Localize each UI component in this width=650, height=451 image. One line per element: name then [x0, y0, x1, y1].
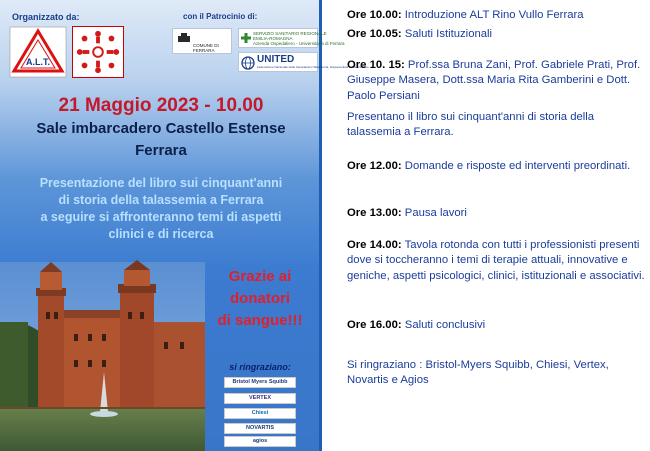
agenda-text: Saluti Istituzionali	[404, 28, 493, 40]
sponsor-vertex-logo: VERTEX	[224, 393, 296, 404]
patron-ssr-line3: Azienda Ospedaliero - Universitaria di Ferrara	[253, 41, 345, 46]
agenda-item-1	[347, 8, 647, 23]
patronage-label: con il Patrocinio di:	[183, 12, 258, 21]
donor-thanks-line-2: donatori	[230, 290, 290, 307]
donor-thanks-line-3: di sangue!!!	[217, 312, 303, 329]
event-venue: Sale imbarcadero Castello Estense	[36, 120, 286, 137]
donor-thanks-line-1: Grazie ai	[228, 268, 292, 285]
alt-logo-text: A.L.T.	[26, 57, 50, 67]
sponsor-agios-logo: agios	[224, 436, 296, 447]
agenda-time: Ore 12.00:	[347, 160, 402, 172]
alt-logo	[10, 27, 66, 77]
patron-united-logo	[238, 52, 369, 72]
patron-ssr-logo	[238, 28, 345, 48]
sponsors-label: si ringraziano:	[229, 362, 291, 372]
patron-united-text: UNITED	[257, 54, 295, 65]
agenda-text: Prof.ssa Bruna Zani, Prof. Gabriele Prati, Prof. Giuseppe Masera, Dott.ssa Maria Rita Gamberini e Dott. Paolo Persiani	[347, 59, 641, 102]
sponsor-bms-logo: Bristol Myers Squibb	[224, 377, 296, 388]
agenda-item-3	[347, 58, 647, 104]
agenda-time: Ore 10.00:	[347, 9, 402, 21]
agenda-item-6	[347, 238, 647, 284]
city-crest-icon	[177, 31, 191, 43]
patron-comune-logo	[172, 28, 232, 54]
patron-ssr-line2: EMILIA-ROMAGNA	[253, 36, 293, 41]
health-cross-icon	[241, 33, 251, 43]
castle-photo	[0, 262, 205, 451]
sponsor-chiesi-logo: Chiesi	[224, 408, 296, 419]
agenda-time: Ore 16.00:	[347, 319, 402, 331]
presentation-line-2: di storia della talassemia a Ferrara	[58, 193, 264, 207]
agenda-text: Pausa lavori	[404, 207, 467, 219]
agenda-text: Tavola rotonda con tutti i professionisti presenti dove si toccheranno i temi di terapie attuali, innovative e geniche, aspetti psicologici, clinici, istituzionali e associativi.	[347, 239, 645, 282]
agenda-text: Saluti conclusivi	[404, 319, 486, 331]
agenda-item-2	[347, 27, 647, 42]
globe-icon	[241, 56, 255, 70]
event-city: Ferrara	[135, 142, 187, 159]
patron-united-subtext: Federazione Nazionale delle Associazioni Talassemia, Drepanocitosi e Anemie Rare	[257, 65, 369, 69]
agenda-time: Ore 14.00:	[347, 239, 402, 251]
patron-comune-text: COMUNE DI FERRARA	[193, 43, 219, 53]
sponsor-novartis-logo: NOVARTIS	[224, 423, 296, 434]
presentation-line-3: a seguire si affronteranno temi di aspetti	[40, 210, 282, 224]
agenda-item-7	[347, 318, 647, 333]
event-date: 21 Maggio 2023 - 10.00	[58, 95, 264, 116]
agenda-time: Ore 10. 15:	[347, 59, 405, 71]
agenda-sponsors-thanks: Si ringraziano : Bristol-Myers Squibb, Chiesi, Vertex, Novartis e Agios	[347, 359, 609, 387]
agenda-item-5	[347, 206, 647, 221]
agenda-time: Ore 10.05:	[347, 28, 402, 40]
organized-by-label: Organizzato da:	[12, 12, 80, 22]
agenda-text: Introduzione ALT Rino Vullo Ferrara	[404, 9, 584, 21]
agenda-item-3-extra: Presentano il libro sui cinquant'anni di storia della talassemia a Ferrara.	[347, 111, 595, 139]
agenda-time: Ore 13.00:	[347, 207, 402, 219]
presentation-line-1: Presentazione del libro sui cinquant'anni	[39, 176, 283, 190]
presentation-line-4: clinici e di ricerca	[108, 227, 214, 241]
agenda-item-4	[347, 159, 647, 174]
patron-ssr-line1: SERVIZIO SANITARIO REGIONALE	[253, 31, 327, 36]
agenda-text: Domande e risposte ed interventi preordinati.	[404, 160, 631, 172]
people-chain-logo	[72, 26, 124, 78]
